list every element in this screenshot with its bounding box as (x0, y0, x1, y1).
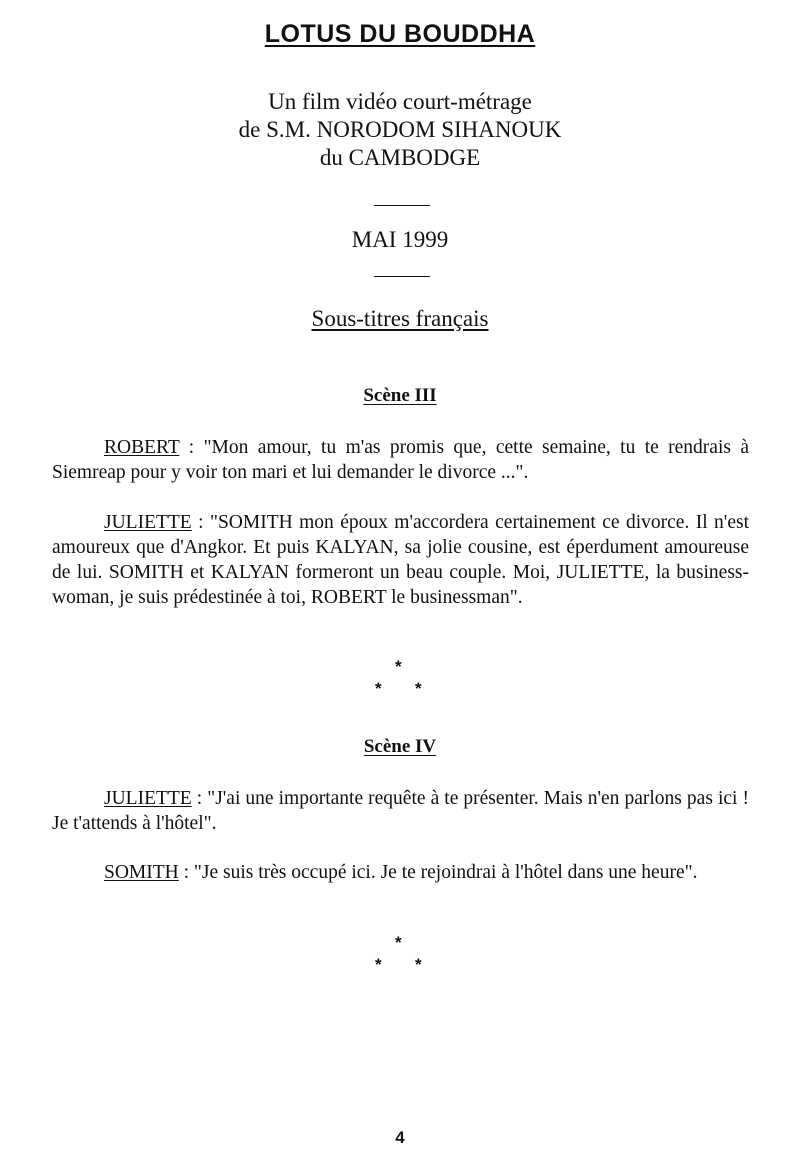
dialogue-paragraph (52, 510, 749, 610)
asterisk-mark: * (415, 679, 422, 698)
speaker-name: JULIETTE (104, 512, 192, 533)
dialogue-text: : "Mon amour, tu m'as promis que, cette semaine, tu te rendrais à Siemreap pour y voir ton mari et lui demander le divorce ...". (52, 437, 749, 483)
subtitle-line: Un film vidéo court-métrage (268, 89, 532, 114)
scene-separator (362, 658, 438, 700)
asterisk-mark: * (375, 679, 382, 698)
document-date: MAI 1999 (351, 227, 449, 252)
film-description (0, 88, 800, 172)
speaker-name: SOMITH (104, 862, 179, 883)
speaker-name: JULIETTE (104, 788, 192, 809)
asterisk-mark: * (415, 955, 422, 974)
dialogue-text: : "J'ai une importante requête à te présenter. Mais n'en parlons pas ici ! Je t'attends à l'hôtel". (52, 788, 749, 834)
document-title: LOTUS DU BOUDDHA (264, 20, 536, 48)
subtitle-line: de S.M. NORODOM SIHANOUK (238, 117, 562, 142)
subtitles-heading: Sous-titres français (311, 306, 489, 331)
dialogue-paragraph (52, 786, 749, 836)
scene-separator (362, 934, 438, 976)
subtitle-line: du CAMBODGE (319, 145, 481, 170)
asterisk-mark: * (375, 955, 382, 974)
divider-rule (374, 205, 430, 206)
speaker-name: ROBERT (104, 437, 180, 458)
asterisk-mark: * (395, 657, 402, 676)
divider-rule (374, 276, 430, 277)
scene-heading: Scène IV (363, 736, 437, 757)
dialogue-paragraph (52, 860, 749, 885)
dialogue-paragraph (52, 435, 749, 485)
asterisk-mark: * (395, 933, 402, 952)
dialogue-text: : "SOMITH mon époux m'accordera certainement ce divorce. Il n'est amoureux que d'Angkor. Et puis KALYAN, sa jolie cousine, est éperdument amoureuse de lui. SOMITH et KALYAN formeront un beau couple. Moi, JULIETTE, la business-woman, je suis prédestinée à toi, ROBERT le businessman". (52, 512, 749, 608)
dialogue-text: : "Je suis très occupé ici. Je te rejoindrai à l'hôtel dans une heure". (178, 862, 698, 883)
page-number: 4 (395, 1128, 405, 1147)
scene-heading: Scène III (363, 385, 437, 406)
